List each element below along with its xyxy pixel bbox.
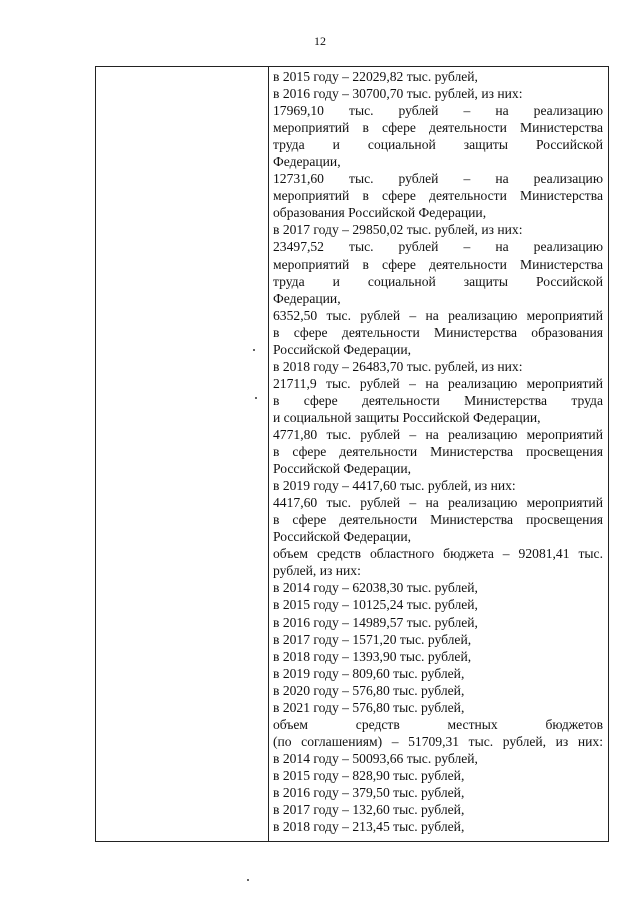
cell-text-line: Федерации, — [273, 290, 341, 306]
cell-text-line: в 2014 году – 50093,66 тыс. рублей, — [273, 750, 478, 766]
cell-text-line: 23497,52 тыс. рублей – на реализацию — [273, 239, 603, 255]
cell-text-line: труда и социальной защиты Российской — [273, 273, 603, 289]
cell-text-line: труда и социальной защиты Российской — [273, 137, 603, 153]
cell-text-line: Российской Федерации, — [273, 341, 411, 357]
cell-text-line: в 2017 году – 132,60 тыс. рублей, — [273, 802, 465, 818]
column-divider — [268, 67, 269, 841]
cell-text-line: мероприятий в сфере деятельности Министерства — [273, 188, 603, 204]
cell-text-line: Федерации, — [273, 154, 341, 170]
cell-text-line: в 2017 году – 1571,20 тыс. рублей, — [273, 631, 472, 647]
cell-text-line: в сфере деятельности Министерства труда — [273, 392, 603, 408]
cell-text-line: Российской Федерации, — [273, 529, 411, 545]
cell-text-line: в 2019 году – 809,60 тыс. рублей, — [273, 665, 465, 681]
cell-text-line: 6352,50 тыс. рублей – на реализацию мероприятий — [273, 307, 603, 323]
cell-text-line: в 2015 году – 22029,82 тыс. рублей, — [273, 69, 478, 84]
cell-text-line: рублей, из них: — [273, 563, 361, 579]
cell-text-line: в 2021 году – 576,80 тыс. рублей, — [273, 699, 465, 715]
cell-text-line: (по соглашениям) – 51709,31 тыс. рублей, из них: — [273, 733, 603, 749]
cell-text-line: объем средств местных бюджетов — [273, 716, 603, 732]
cell-text-line: мероприятий в сфере деятельности Министерства — [273, 256, 603, 272]
cell-text-line: в сфере деятельности Министерства образования — [273, 324, 603, 340]
scan-artifact — [247, 879, 249, 881]
cell-text-line: в 2018 году – 213,45 тыс. рублей, — [273, 819, 465, 835]
cell-text-line: в 2016 году – 379,50 тыс. рублей, — [273, 784, 465, 800]
cell-text-line: в 2020 году – 576,80 тыс. рублей, — [273, 682, 465, 698]
cell-text-line: в сфере деятельности Министерства просвещения — [273, 444, 603, 460]
cell-text-line: в 2016 году – 14989,57 тыс. рублей, — [273, 614, 478, 630]
cell-text-line: и социальной защиты Российской Федерации, — [273, 409, 541, 425]
cell-text-line: в сфере деятельности Министерства просвещения — [273, 512, 603, 528]
table-left-cell-empty — [96, 67, 268, 841]
cell-text-line: 4771,80 тыс. рублей – на реализацию мероприятий — [273, 426, 603, 442]
cell-text-line: 12731,60 тыс. рублей – на реализацию — [273, 171, 603, 187]
scan-artifact — [255, 397, 257, 399]
cell-text-line: 17969,10 тыс. рублей – на реализацию — [273, 103, 603, 119]
cell-text-line: 4417,60 тыс. рублей – на реализацию мероприятий — [273, 495, 603, 511]
cell-text-line: в 2015 году – 828,90 тыс. рублей, — [273, 767, 465, 783]
cell-text-line: в 2017 году – 29850,02 тыс. рублей, из них: — [273, 222, 523, 238]
cell-text-line: в 2016 году – 30700,70 тыс. рублей, из них: — [273, 86, 523, 102]
cell-text-line: объем средств областного бюджета – 92081,41 тыс. — [273, 546, 603, 562]
cell-text-line: Российской Федерации, — [273, 461, 411, 477]
cell-text-line: мероприятий в сфере деятельности Министерства — [273, 120, 603, 136]
cell-text-line: в 2018 году – 26483,70 тыс. рублей, из них: — [273, 358, 523, 374]
cell-text-line: в 2018 году – 1393,90 тыс. рублей, — [273, 648, 472, 664]
cell-text-line: образования Российской Федерации, — [273, 205, 487, 221]
cell-text-line: в 2015 году – 10125,24 тыс. рублей, — [273, 597, 478, 613]
cell-text-line: в 2019 году – 4417,60 тыс. рублей, из них: — [273, 478, 516, 494]
cell-text-line: в 2014 году – 62038,30 тыс. рублей, — [273, 580, 478, 596]
scan-artifact — [253, 349, 255, 351]
funding-description-cell — [273, 68, 603, 835]
cell-text-line: 21711,9 тыс. рублей – на реализацию мероприятий — [273, 375, 603, 391]
page-number: 12 — [314, 34, 326, 48]
program-table — [95, 66, 609, 842]
